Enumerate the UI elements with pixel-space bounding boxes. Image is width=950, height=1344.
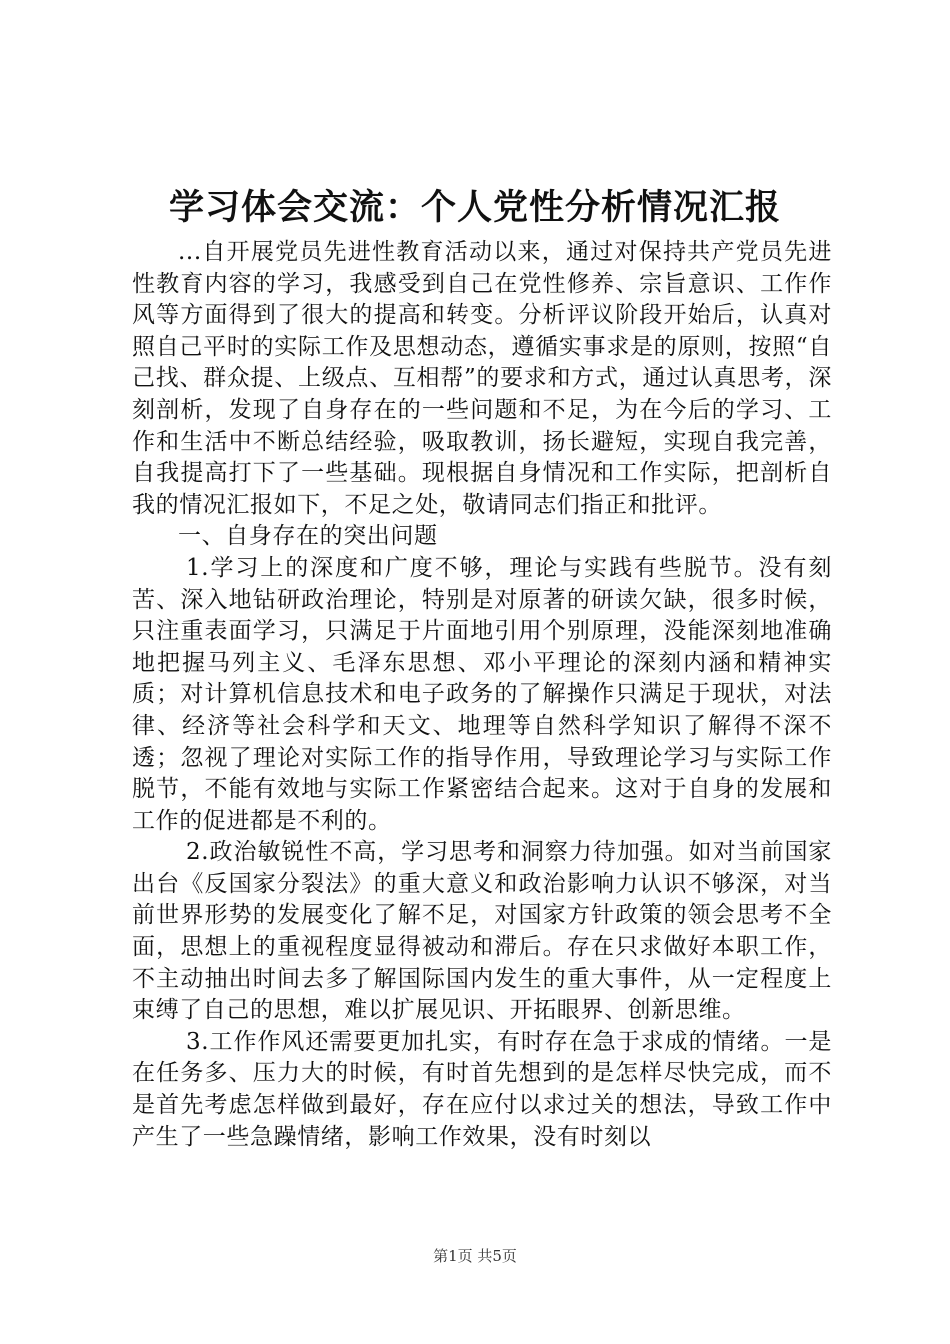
paragraph-intro: ...自开展党员先进性教育活动以来，通过对保持共产党员先进性教育内容的学习，我感受到自己在党性修养、宗旨意识、工作作风等方面得到了很大的提高和转变。分析评议阶段开始后，认真对照自己平时的实际工作及思想动态，遵循实事求是的原则，按照“自己找、群众提、上级点、互相帮”的要求和方式，通过认真思考，深刻剖析，发现了自身存在的一些问题和不足，为在今后的学习、工作和生活中不断总结经验，吸取教训，扬长避短，实现自我完善，自我提高打下了一些基础。现根据自身情况和工作实际，把剖析自我的情况汇报如下，不足之处，敬请同志们指正和批评。 (132, 239, 832, 518)
paragraph-item-3: 3.工作作风还需要更加扎实，有时存在急于求成的情绪。一是在任务多、压力大的时候，有时首先想到的是怎样尽快完成，而不是首先考虑怎样做到最好，存在应付以求过关的想法，导致工作中产生了一些急躁情绪，影响工作效果，没有时刻以 (132, 1028, 832, 1150)
paragraph-item-1: 1.学习上的深度和广度不够，理论与实践有些脱节。没有刻苦、深入地钻研政治理论，特别是对原著的研读欠缺，很多时候，只注重表面学习，只满足于片面地引用个别原理，没能深刻地准确地把握马列主义、毛泽东思想、邓小平理论的深刻内涵和精神实质；对计算机信息技术和电子政务的了解操作只满足于现状，对法律、经济等社会科学和天文、地理等自然科学知识了解得不深不透；忽视了理论对实际工作的指导作用，导致理论学习与实际工作脱节，不能有效地与实际工作紧密结合起来。这对于自身的发展和工作的促进都是不利的。 (132, 554, 832, 834)
document-title: 学习体会交流：个人党性分析情况汇报 (168, 187, 781, 228)
document-body (132, 237, 832, 1153)
section-heading: 一、自身存在的突出问题 (178, 523, 438, 550)
page-number-footer: 第1页 共5页 (433, 1247, 517, 1265)
paragraph-item-2: 2.政治敏锐性不高，学习思考和洞察力待加强。如对当前国家出台《反国家分裂法》的重大意义和政治影响力认识不够深，对当前世界形势的发展变化了解不足，对国家方针政策的领会思考不全面，思想上的重视程度显得被动和滞后。存在只求做好本职工作，不主动抽出时间去多了解国际国内发生的重大事件，从一定程度上束缚了自己的思想，难以扩展见识、开拓眼界、创新思维。 (132, 839, 832, 1024)
